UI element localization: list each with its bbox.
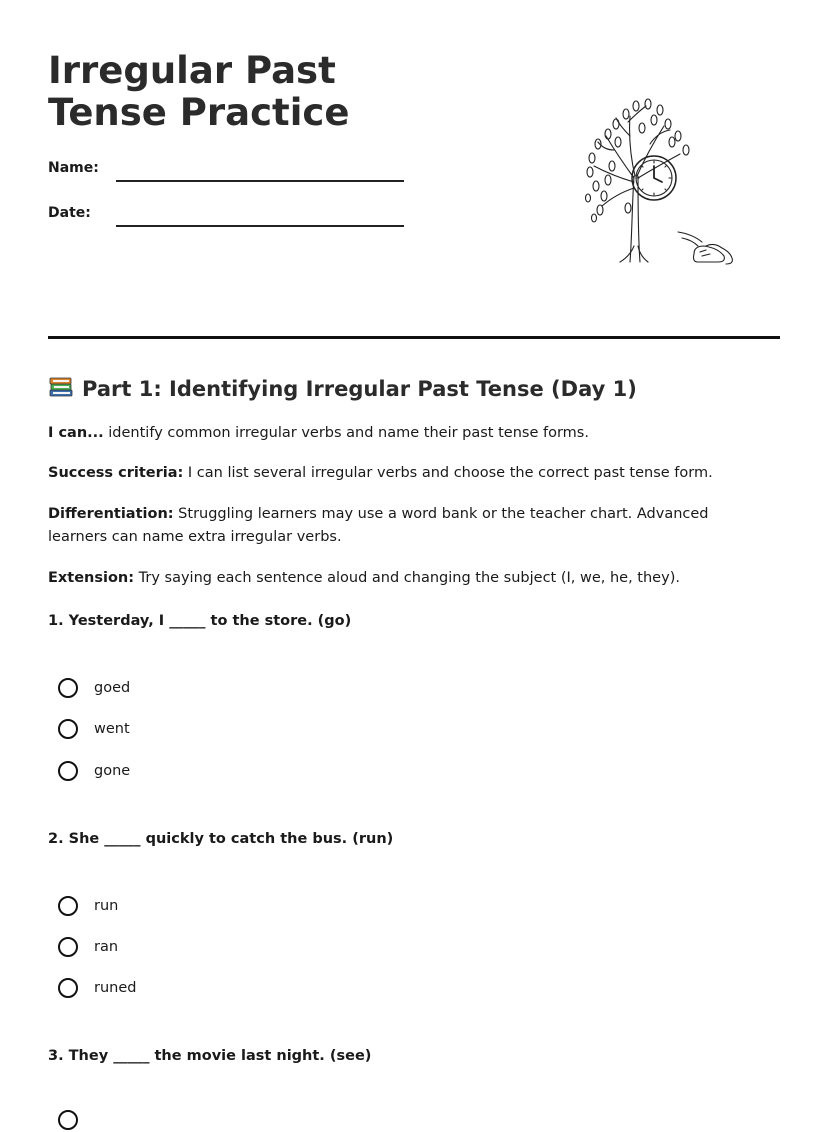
extension [48, 567, 768, 590]
radio-button[interactable] [58, 937, 78, 957]
radio-button[interactable] [58, 896, 78, 916]
question-1-option-2[interactable] [58, 717, 130, 741]
option-label: runed [94, 980, 137, 996]
question-2: 2. She _____ quickly to catch the bus. (run) [48, 831, 394, 847]
question-1-option-3[interactable] [58, 759, 130, 783]
question-2-option-2[interactable] [58, 935, 118, 959]
option-label: went [94, 721, 130, 737]
radio-button[interactable] [58, 1110, 78, 1130]
name-label: Name: [48, 160, 99, 176]
name-field[interactable] [48, 160, 408, 184]
date-field[interactable] [48, 205, 408, 229]
question-1: 1. Yesterday, I _____ to the store. (go) [48, 613, 352, 629]
option-label: ran [94, 939, 119, 955]
extension-label: Extension: [48, 570, 135, 586]
radio-button[interactable] [58, 761, 78, 781]
question-3-option-1[interactable] [58, 1108, 94, 1132]
differentiation-text: Struggling learners may use a word bank or the teacher chart. Advanced learners can name extra irregular verbs. [48, 506, 709, 545]
question-2-option-3[interactable] [58, 976, 136, 1000]
i-can-label: I can... [48, 425, 104, 441]
tree-clock-shoes-illustration [568, 96, 748, 276]
name-line[interactable] [116, 180, 404, 182]
question-2-option-1[interactable] [58, 894, 118, 918]
question-1-option-1[interactable] [58, 676, 130, 700]
section-divider [48, 336, 780, 339]
section-title-text: Part 1: Identifying Irregular Past Tense (Day 1) [82, 377, 637, 401]
success-criteria [48, 462, 768, 485]
i-can-text: identify common irregular verbs and name their past tense forms. [103, 425, 589, 441]
radio-button[interactable] [58, 978, 78, 998]
date-line[interactable] [116, 225, 404, 227]
books-icon [48, 374, 74, 400]
section-title [48, 374, 637, 401]
radio-button[interactable] [58, 678, 78, 698]
extension-text: Try saying each sentence aloud and changing the subject (I, we, he, they). [134, 570, 680, 586]
radio-button[interactable] [58, 719, 78, 739]
worksheet-title: Irregular Past Tense Practice [48, 49, 350, 134]
question-3: 3. They _____ the movie last night. (see) [48, 1048, 372, 1064]
differentiation [48, 503, 768, 549]
date-label: Date: [48, 205, 91, 221]
success-criteria-text: I can list several irregular verbs and choose the correct past tense form. [183, 465, 713, 481]
success-criteria-label: Success criteria: [48, 465, 184, 481]
option-label: run [94, 898, 119, 914]
differentiation-label: Differentiation: [48, 506, 174, 522]
i-can-statement [48, 422, 768, 445]
option-label: gone [94, 763, 131, 779]
option-label: goed [94, 680, 131, 696]
